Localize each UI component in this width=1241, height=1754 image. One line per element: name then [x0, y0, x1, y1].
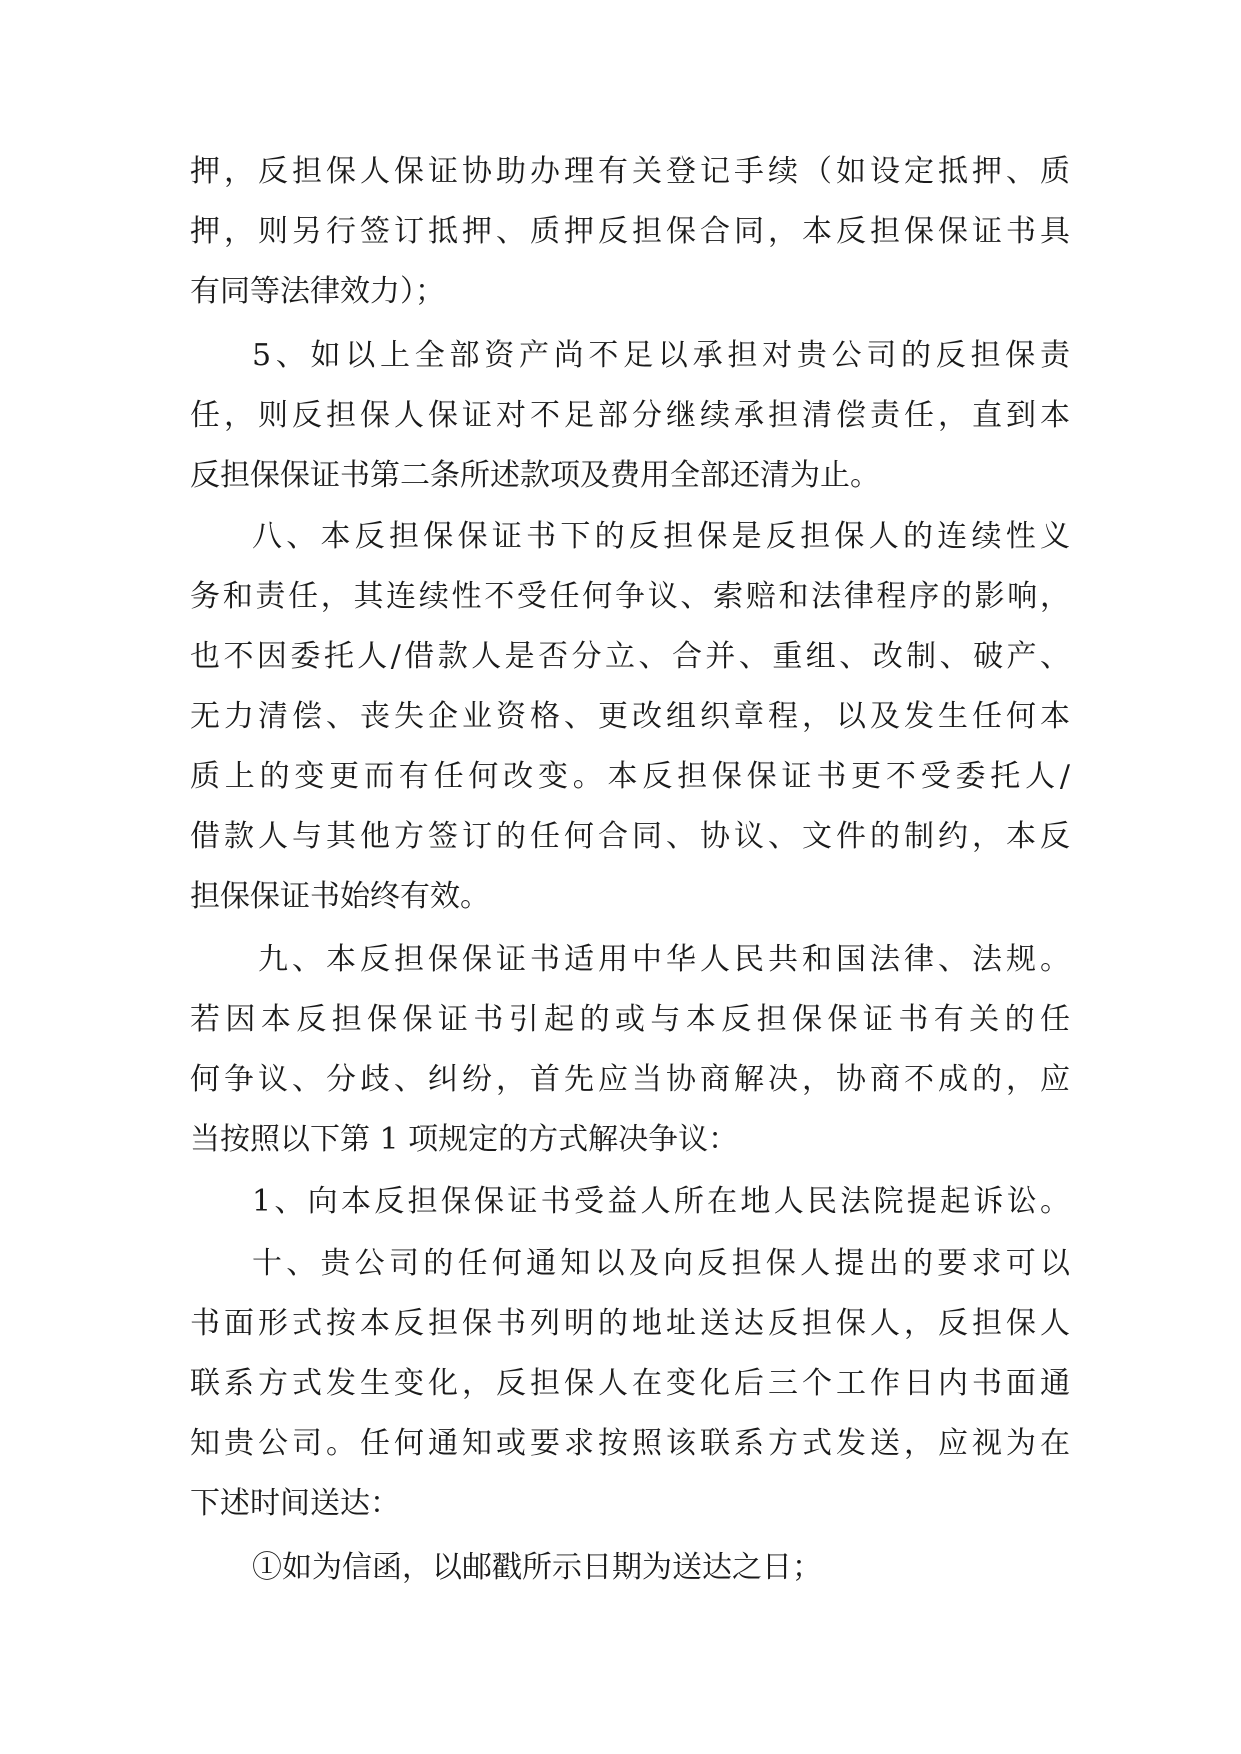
text-line: 押，反担保人保证协助办理有关登记手续（如设定抵押、质 — [190, 154, 1070, 189]
text-line: 八、本反担保保证书下的反担保是反担保人的连续性义 — [252, 519, 1070, 554]
text-line: 书面形式按本反担保书列明的地址送达反担保人，反担保人 — [190, 1306, 1070, 1341]
text-line: ①如为信函，以邮戳所示日期为送达之日； — [252, 1550, 822, 1585]
text-line: 反担保保证书第二条所述款项及费用全部还清为止。 — [190, 458, 880, 493]
text-line: 务和责任，其连续性不受任何争议、索赔和法律程序的影响， — [190, 579, 1070, 614]
text-line: 押，则另行签订抵押、质押反担保合同，本反担保保证书具 — [190, 214, 1070, 249]
text-line: 九、本反担保保证书适用中华人民共和国法律、法规。 — [258, 942, 1070, 977]
text-line: 有同等法律效力）； — [190, 274, 445, 309]
text-line: 知贵公司。任何通知或要求按照该联系方式发送，应视为在 — [190, 1426, 1070, 1461]
text-line: 联系方式发生变化，反担保人在变化后三个工作日内书面通 — [190, 1366, 1070, 1401]
text-line: 下述时间送达： — [190, 1486, 400, 1521]
text-line: 若因本反担保保证书引起的或与本反担保保证书有关的任 — [190, 1002, 1070, 1037]
text-line: 质上的变更而有任何改变。本反担保保证书更不受委托人/ — [190, 759, 1070, 794]
text-line: 5、如以上全部资产尚不足以承担对贵公司的反担保责 — [252, 338, 1070, 373]
text-line: 何争议、分歧、纠纷，首先应当协商解决，协商不成的，应 — [190, 1062, 1070, 1097]
text-line: 十、贵公司的任何通知以及向反担保人提出的要求可以 — [252, 1246, 1070, 1281]
text-line: 当按照以下第 1 项规定的方式解决争议： — [190, 1122, 739, 1157]
text-line: 借款人与其他方签订的任何合同、协议、文件的制约，本反 — [190, 819, 1070, 854]
text-line: 也不因委托人/借款人是否分立、合并、重组、改制、破产、 — [190, 639, 1070, 674]
text-line: 无力清偿、丧失企业资格、更改组织章程，以及发生任何本 — [190, 699, 1070, 734]
text-line: 1、向本反担保保证书受益人所在地人民法院提起诉讼。 — [252, 1184, 1070, 1219]
text-line: 任，则反担保人保证对不足部分继续承担清偿责任，直到本 — [190, 398, 1070, 433]
text-line: 担保保证书始终有效。 — [190, 879, 490, 914]
